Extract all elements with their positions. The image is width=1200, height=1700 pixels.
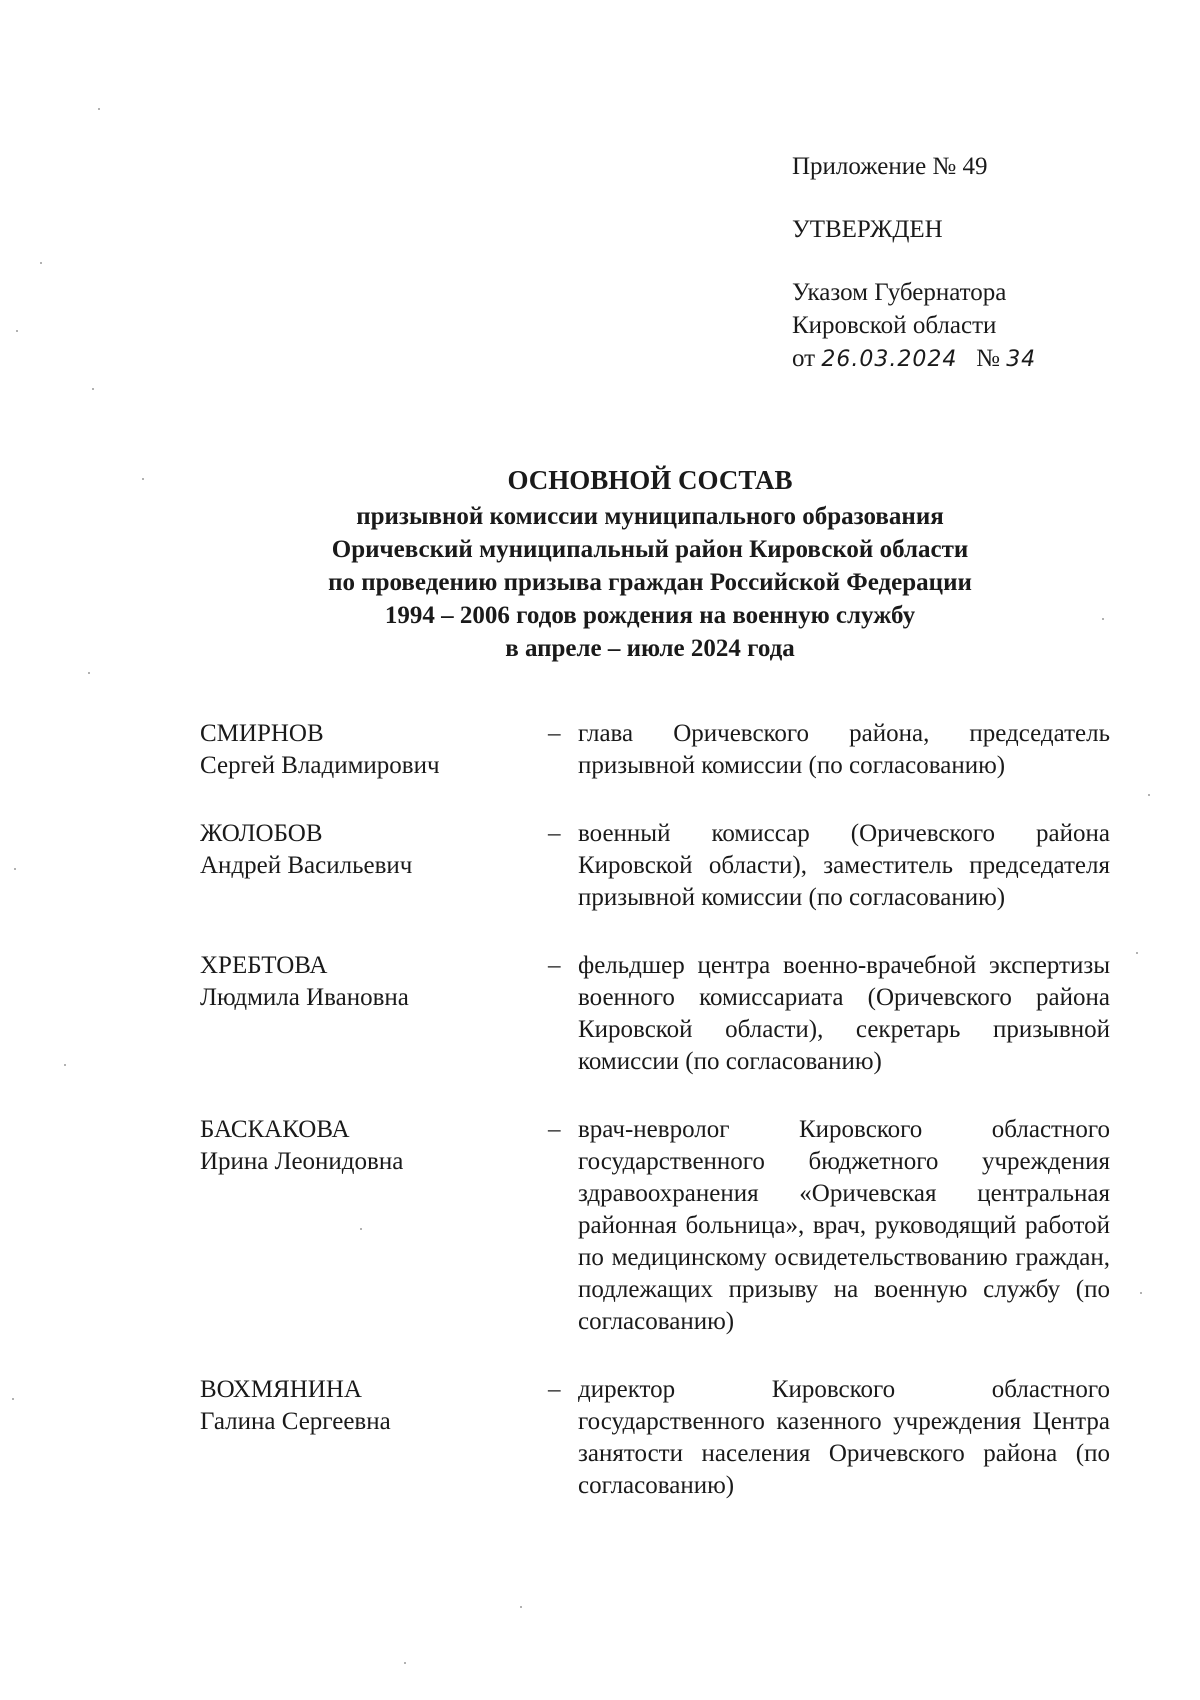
members-list xyxy=(200,718,1110,1502)
scan-speck xyxy=(14,868,16,870)
decree-line-1: Указом Губернатора xyxy=(792,279,1007,306)
title-line-1: призывной комиссии муниципального образования xyxy=(356,503,944,530)
scan-speck xyxy=(1136,952,1138,954)
from-prefix: от xyxy=(792,345,816,372)
member-surname: СМИРНОВ xyxy=(200,720,324,747)
number-prefix: № xyxy=(976,345,1000,372)
title-main: ОСНОВНОЙ СОСТАВ xyxy=(507,465,793,495)
member-given-names: Ирина Леонидовна xyxy=(200,1148,404,1175)
scan-speck xyxy=(142,478,144,480)
member-dash: – xyxy=(548,952,561,979)
scan-speck xyxy=(92,388,94,390)
scan-speck xyxy=(1148,794,1150,796)
document-title xyxy=(200,460,1100,665)
appendix-label: Приложение № 49 xyxy=(792,153,988,180)
member-entry xyxy=(200,1374,1110,1502)
member-role: военный комиссар (Оричевского района Кировской области), заместитель председателя призывной комиссии (по согласованию) xyxy=(578,820,1110,911)
member-surname: ВОХМЯНИНА xyxy=(200,1376,362,1403)
member-entry xyxy=(200,1114,1110,1338)
member-dash: – xyxy=(548,820,561,847)
scan-speck xyxy=(40,262,42,264)
member-role: врач-невролог Кировского областного государственного бюджетного учреждения здравоохранения «Оричевская центральная районная больница», врач, руководящий работой по медицинскому освидетельствованию граждан, подлежащих призыву на военную службу (по согласованию) xyxy=(578,1116,1110,1335)
member-entry xyxy=(200,718,1110,782)
decree-number: 34 xyxy=(1006,347,1037,372)
member-name-block xyxy=(200,718,548,782)
scan-speck xyxy=(360,1228,362,1230)
member-given-names: Людмила Ивановна xyxy=(200,984,409,1011)
title-line-4: 1994 – 2006 годов рождения на военную службу xyxy=(384,602,916,629)
member-given-names: Андрей Васильевич xyxy=(200,852,413,879)
scan-speck xyxy=(16,330,18,332)
scan-speck xyxy=(64,1064,66,1066)
member-role: директор Кировского областного государственного казенного учреждения Центра занятости населения Оричевского района (по согласованию) xyxy=(578,1376,1110,1499)
scan-speck xyxy=(404,1662,406,1664)
member-surname: ЖОЛОБОВ xyxy=(200,820,323,847)
member-role: глава Оричевского района, председатель призывной комиссии (по согласованию) xyxy=(578,720,1110,779)
member-given-names: Сергей Владимирович xyxy=(200,752,440,779)
approval-block xyxy=(792,150,1152,376)
member-dash: – xyxy=(548,1116,561,1143)
member-entry xyxy=(200,950,1110,1078)
member-surname: ХРЕБТОВА xyxy=(200,952,328,979)
scan-speck xyxy=(98,108,100,110)
member-name-block xyxy=(200,950,548,1014)
decree-line-2: Кировской области xyxy=(792,312,997,339)
member-name-block xyxy=(200,1374,548,1438)
scan-speck xyxy=(1140,1292,1142,1294)
scan-speck xyxy=(1102,618,1104,620)
member-dash: – xyxy=(548,720,561,747)
title-line-3: по проведению призыва граждан Российской Федерации xyxy=(328,569,972,596)
title-line-5: в апреле – июле 2024 года xyxy=(505,635,795,662)
member-name-block xyxy=(200,818,548,882)
approved-label: УТВЕРЖДЕН xyxy=(792,216,943,243)
scan-speck xyxy=(12,1398,14,1400)
member-dash: – xyxy=(548,1376,561,1403)
decree-date: 26.03.2024 xyxy=(821,347,958,372)
member-name-block xyxy=(200,1114,548,1178)
title-line-2: Оричевский муниципальный район Кировской области xyxy=(331,536,969,563)
member-given-names: Галина Сергеевна xyxy=(200,1408,391,1435)
decree-date-line xyxy=(792,342,1152,376)
scan-speck xyxy=(88,672,90,674)
member-surname: БАСКАКОВА xyxy=(200,1116,350,1143)
member-role: фельдшер центра военно-врачебной экспертизы военного комиссариата (Оричевского района Кировской области), секретарь призывной комиссии (по согласованию) xyxy=(578,952,1110,1075)
member-entry xyxy=(200,818,1110,914)
scan-speck xyxy=(520,1606,522,1608)
